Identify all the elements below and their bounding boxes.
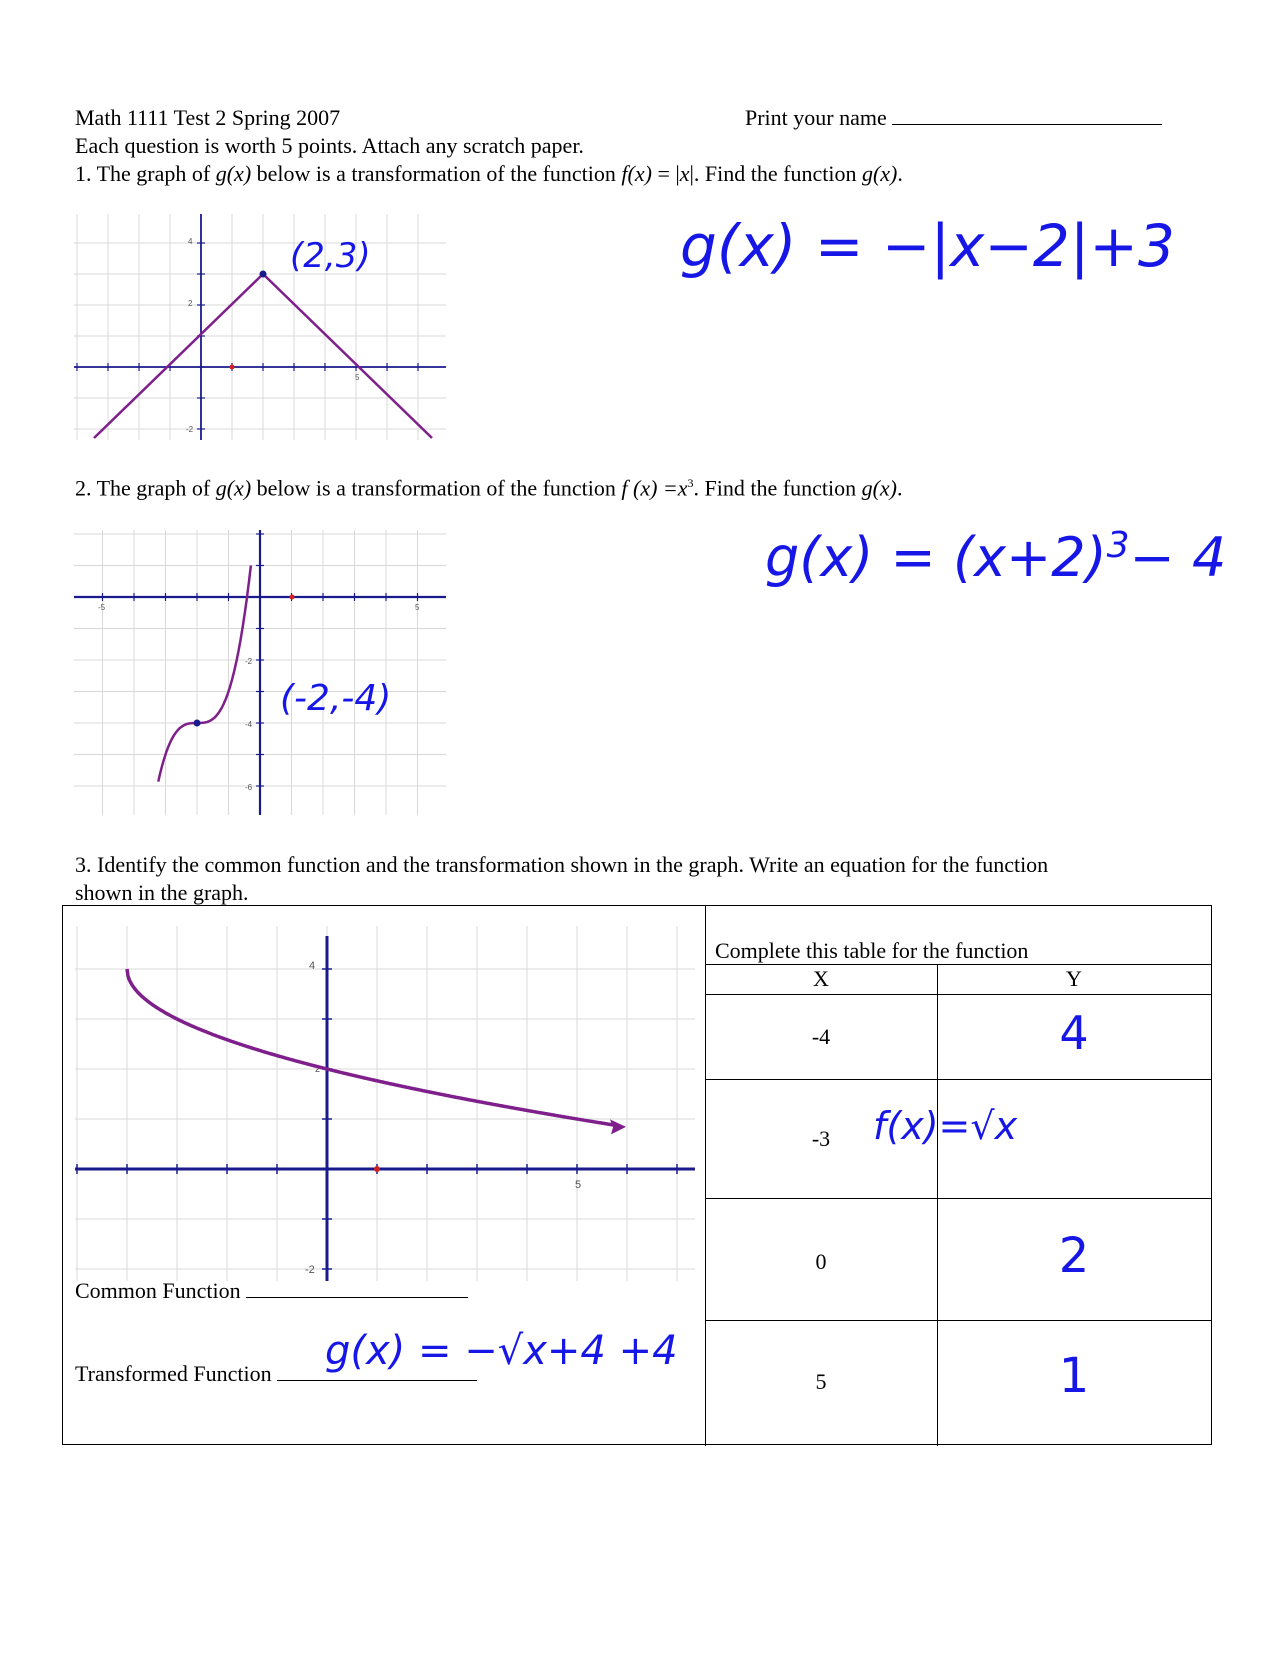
name-blank[interactable] bbox=[892, 106, 1162, 125]
table-row-2-x: -3 bbox=[811, 1126, 831, 1151]
q2-answer: $g(x) = (x+2)^3- 4$ bbox=[765, 525, 1227, 589]
common-function-label: Common Function bbox=[75, 1278, 241, 1303]
graph-1-tick-neg2: -2 bbox=[186, 425, 194, 434]
graph-2-inflection-point bbox=[194, 720, 201, 727]
graph-2-tick-neg6: -6 bbox=[245, 783, 253, 792]
table-row-1-y: 4 bbox=[1059, 1006, 1089, 1060]
graph-1-tick-4: 4 bbox=[188, 237, 193, 246]
graph-3-curve bbox=[127, 969, 617, 1126]
graph-2-tick-5: 5 bbox=[415, 603, 420, 612]
transformed-function-answer: g(x) = −√x+4 +4 bbox=[325, 1328, 678, 1374]
graph-3-marker bbox=[374, 1166, 380, 1172]
graph-1-tick-2: 2 bbox=[188, 299, 193, 308]
table-row-1-x: -4 bbox=[811, 1024, 831, 1049]
graph-3 bbox=[75, 926, 695, 1281]
graph-3-arrowhead bbox=[610, 1119, 626, 1134]
graph-2-marker bbox=[290, 595, 295, 600]
q2-point-annotation: (-2,-4) bbox=[280, 678, 392, 719]
graph-3-tick-2: 2 bbox=[315, 1064, 321, 1074]
graph-1 bbox=[74, 214, 446, 440]
table-row-3-y: 2 bbox=[1058, 1228, 1090, 1284]
common-function-field[interactable] bbox=[75, 1278, 468, 1304]
q1-answer: g(x) = −|x−2|+3 bbox=[680, 212, 1175, 280]
table-header-x: X bbox=[813, 966, 829, 991]
name-field[interactable] bbox=[745, 105, 1162, 131]
question-3-line-1: 3. Identify the common function and the transformation shown in the graph. Write an equation for the function bbox=[75, 852, 1049, 877]
graph-2 bbox=[74, 530, 446, 815]
graph-3-tick-5: 5 bbox=[575, 1179, 582, 1191]
q1-point-annotation: (2,3) bbox=[290, 236, 371, 276]
graph-2-tick-neg2: -2 bbox=[245, 657, 253, 666]
common-function-note: f(x)=√x bbox=[873, 1104, 1018, 1148]
graph-1-grid bbox=[74, 214, 446, 440]
question-2: 2. The graph of g(x) below is a transformation of the function f $(x) =x^3$. Find the function g(x). bbox=[75, 475, 903, 501]
question-1: 1. The graph of g(x) below is a transformation of the function f(x) = |x|. Find the function g(x). bbox=[75, 161, 903, 186]
table-row-4-x: 5 bbox=[815, 1369, 827, 1394]
name-label: Print your name bbox=[745, 105, 887, 130]
graph-1-vertex-point bbox=[260, 271, 267, 278]
question-3-line-2: shown in the graph. bbox=[75, 880, 249, 905]
table-header-y: Y bbox=[1066, 966, 1082, 991]
graph-2-tick-neg4: -4 bbox=[245, 720, 253, 729]
graph-1-marker bbox=[230, 365, 235, 370]
graph-1-tick-5: 5 bbox=[355, 373, 360, 382]
graph-2-tick-neg5: -5 bbox=[98, 603, 106, 612]
instructions: Each question is worth 5 points. Attach any scratch paper. bbox=[75, 133, 584, 158]
common-function-blank[interactable] bbox=[246, 1279, 468, 1298]
table-row-3-x: 0 bbox=[815, 1249, 827, 1274]
question-3-box bbox=[62, 905, 1212, 1445]
transformed-function-label: Transformed Function bbox=[75, 1361, 272, 1386]
table-caption: Complete this table for the function bbox=[715, 938, 1029, 963]
test-title: Math 1111 Test 2 Spring 2007 bbox=[75, 105, 341, 130]
graph-3-grid bbox=[75, 926, 695, 1281]
graph-3-tick-neg2: -2 bbox=[305, 1264, 315, 1276]
graph-3-tick-4: 4 bbox=[309, 960, 316, 972]
table-row-4-y: 1 bbox=[1058, 1348, 1090, 1404]
